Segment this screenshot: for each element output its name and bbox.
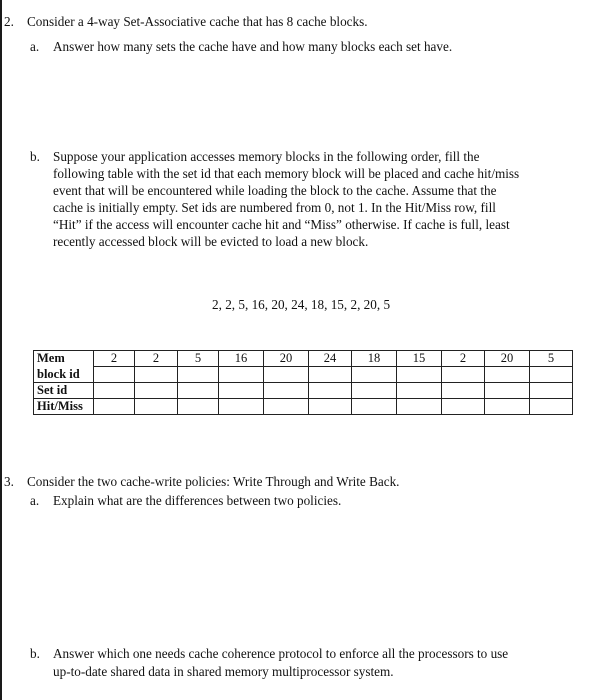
set-id-cell[interactable] xyxy=(264,383,309,399)
q3a-text: Explain what are the differences between two policies. xyxy=(53,493,342,508)
table-row xyxy=(34,399,573,415)
q2b-line: Suppose your application accesses memory blocks in the following order, fill the xyxy=(53,149,480,164)
block-id-cell: 5 xyxy=(530,351,573,367)
block-id-cell: 2 xyxy=(135,351,178,367)
hit-miss-cell[interactable] xyxy=(309,399,352,415)
set-id-cell[interactable] xyxy=(397,383,442,399)
block-id-cell: 20 xyxy=(485,351,530,367)
set-id-cell[interactable] xyxy=(178,383,219,399)
block-id-cell: 24 xyxy=(309,351,352,367)
empty-cell[interactable] xyxy=(178,367,219,383)
q3b-line1: Answer which one needs cache coherence protocol to enforce all the processors to use xyxy=(53,646,509,661)
q3a-label: a. xyxy=(30,493,40,508)
block-id-cell: 20 xyxy=(264,351,309,367)
empty-cell[interactable] xyxy=(530,367,573,383)
hit-miss-cell[interactable] xyxy=(530,399,573,415)
mem-header-text: Mem xyxy=(37,351,65,365)
q2b-label: b. xyxy=(30,149,40,164)
q2b-line: “Hit” if the access will encounter cache hit and “Miss” otherwise. If cache is full, least xyxy=(53,217,510,232)
table-row xyxy=(34,367,573,383)
mem-header-cell xyxy=(34,351,94,367)
block-id-header-cell xyxy=(34,367,94,383)
q3-number: 3. xyxy=(4,474,14,489)
q3b-label: b. xyxy=(30,646,40,661)
set-id-cell[interactable] xyxy=(309,383,352,399)
set-id-cell[interactable] xyxy=(530,383,573,399)
q2b-line: cache is initially empty. Set ids are numbered from 0, not 1. In the Hit/Miss row, fill xyxy=(53,200,496,215)
cache-table xyxy=(33,350,573,415)
block-id-cell: 2 xyxy=(94,351,135,367)
block-id-cell: 2 xyxy=(442,351,485,367)
table-row xyxy=(34,383,573,399)
table-row xyxy=(34,351,573,367)
empty-cell[interactable] xyxy=(485,367,530,383)
set-id-cell[interactable] xyxy=(135,383,178,399)
block-id-cell: 18 xyxy=(352,351,397,367)
q2b-paragraph xyxy=(53,148,598,250)
empty-cell[interactable] xyxy=(309,367,352,383)
set-id-cell[interactable] xyxy=(442,383,485,399)
block-id-header-text: block id xyxy=(37,366,80,381)
hit-miss-cell[interactable] xyxy=(219,399,264,415)
q2a-text: Answer how many sets the cache have and how many blocks each set have. xyxy=(53,39,453,54)
set-id-cell[interactable] xyxy=(219,383,264,399)
hit-miss-cell[interactable] xyxy=(135,399,178,415)
block-id-cell: 15 xyxy=(397,351,442,367)
hit-miss-cell[interactable] xyxy=(352,399,397,415)
set-id-cell[interactable] xyxy=(485,383,530,399)
empty-cell[interactable] xyxy=(397,367,442,383)
page-left-edge xyxy=(0,0,2,700)
q3-title: Consider the two cache-write policies: Write Through and Write Back. xyxy=(27,474,400,489)
hit-miss-cell[interactable] xyxy=(397,399,442,415)
hit-miss-cell[interactable] xyxy=(485,399,530,415)
hit-miss-header-cell: Hit/Miss xyxy=(34,399,94,415)
q2b-line: following table with the set id that each memory block will be placed and cache hit/miss xyxy=(53,166,520,181)
set-id-header-cell: Set id xyxy=(34,383,94,399)
hit-miss-cell[interactable] xyxy=(178,399,219,415)
empty-cell[interactable] xyxy=(219,367,264,383)
hit-miss-cell[interactable] xyxy=(442,399,485,415)
q2a-label: a. xyxy=(30,39,40,54)
block-id-cell: 5 xyxy=(178,351,219,367)
empty-cell[interactable] xyxy=(442,367,485,383)
empty-cell[interactable] xyxy=(135,367,178,383)
hit-miss-cell[interactable] xyxy=(94,399,135,415)
q2b-line: recently accessed block will be evicted to load a new block. xyxy=(53,234,369,249)
set-id-cell[interactable] xyxy=(352,383,397,399)
q2-number: 2. xyxy=(4,14,14,29)
q2-title: Consider a 4-way Set-Associative cache that has 8 cache blocks. xyxy=(27,14,368,29)
block-id-cell: 16 xyxy=(219,351,264,367)
empty-cell[interactable] xyxy=(94,367,135,383)
access-sequence: 2, 2, 5, 16, 20, 24, 18, 15, 2, 20, 5 xyxy=(212,297,391,312)
empty-cell[interactable] xyxy=(352,367,397,383)
set-id-cell[interactable] xyxy=(94,383,135,399)
q3b-line2: up-to-date shared data in shared memory multiprocessor system. xyxy=(53,664,394,679)
q2b-line: event that will be encountered while loading the block to the cache. Assume that the xyxy=(53,183,497,198)
hit-miss-cell[interactable] xyxy=(264,399,309,415)
empty-cell[interactable] xyxy=(264,367,309,383)
